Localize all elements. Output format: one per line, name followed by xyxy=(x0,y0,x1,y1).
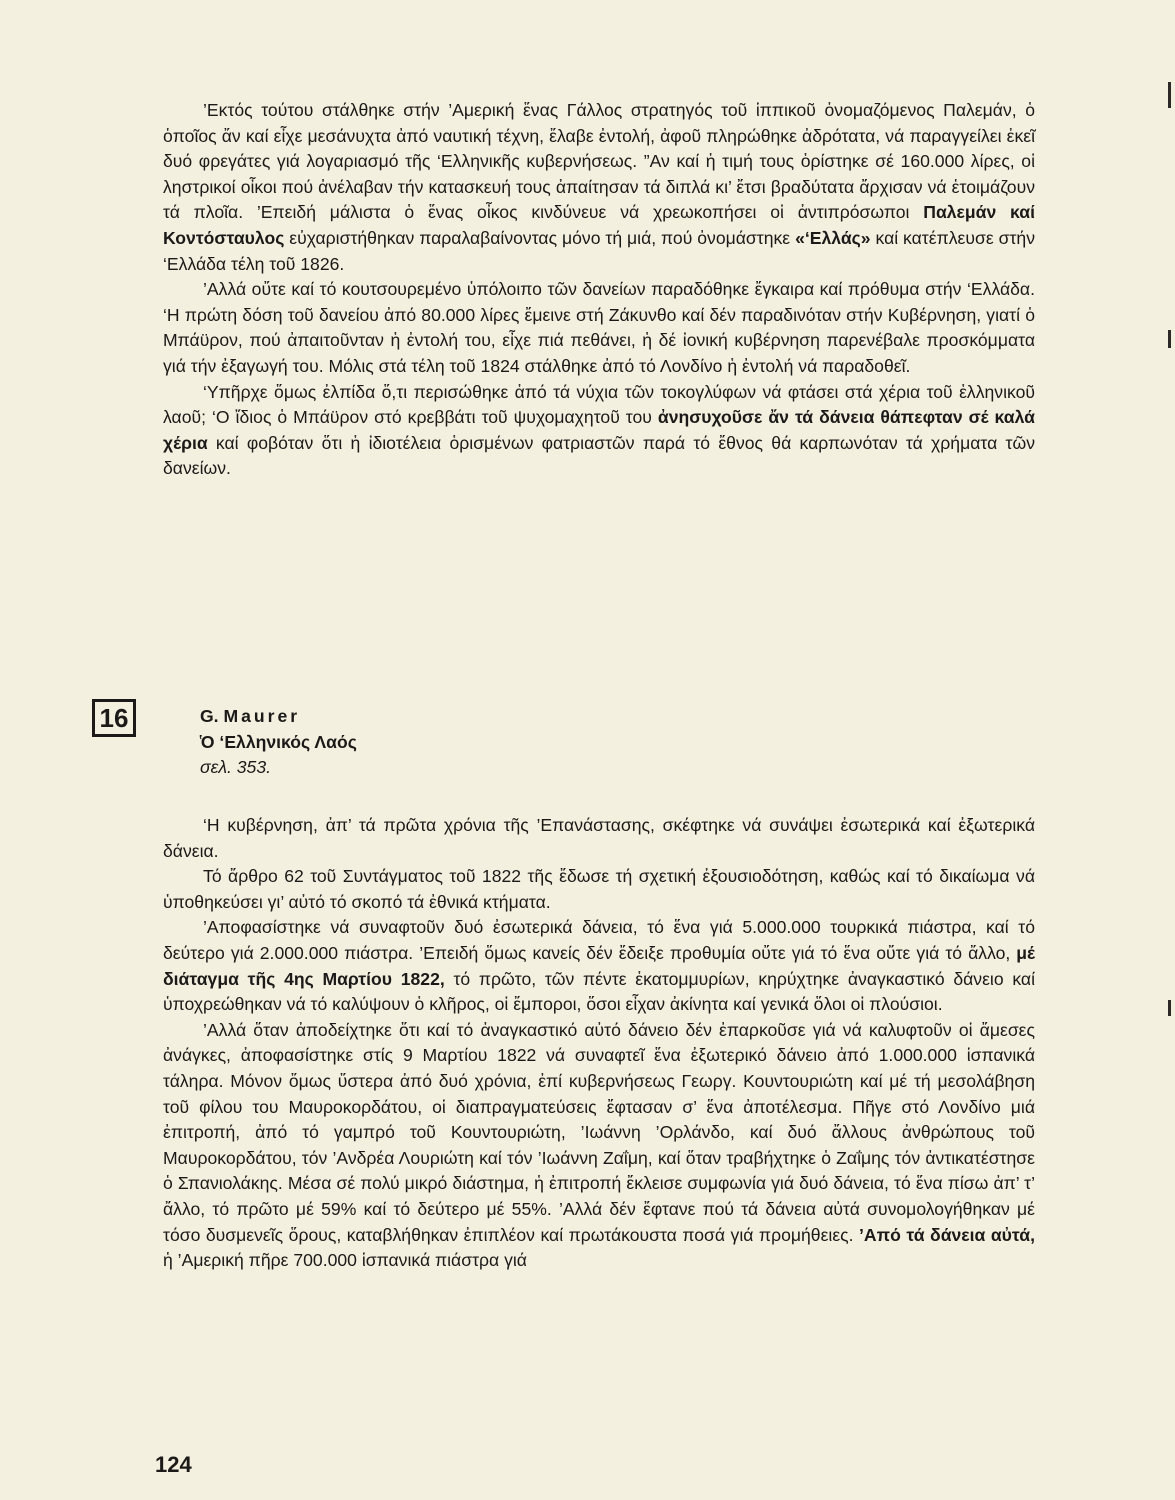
author-name: Maurer xyxy=(223,706,301,726)
text-run: εὐχαριστήθηκαν παραλαβαίνοντας μόνο τή μιά, πού ὀνομάστηκε xyxy=(284,227,796,248)
paragraph xyxy=(163,864,1035,915)
paragraph xyxy=(163,813,1035,864)
text-run: Τό ἄρθρο 62 τοῦ Συντάγματος τοῦ 1822 τῆς ἔδωσε τή σχετική ἐξουσιοδότηση, καθώς καί τό δικαίωμα νά ὑποθηκεύσει γι’ αὐτό τό σκοπό τά ἐθνικά κτήματα. xyxy=(163,866,1035,912)
source-number-box: 16 xyxy=(92,699,136,737)
text-run: καί φοβόταν ὅτι ἡ ἰδιοτέλεια ὁρισμένων φατριαστῶν παρά τό ἔθνος θά καρπωνόταν τά χρήματα τῶν δανείων. xyxy=(163,432,1035,479)
paragraph xyxy=(163,1018,1035,1274)
bold-text-run: ἀνησυχοῦσε ἄν τά δάνεια θάπεφταν σέ καλά χέρια xyxy=(163,407,1035,453)
scan-edge-mark xyxy=(1168,82,1171,108)
text-run: ’Αλλά οὔτε καί τό κουτσουρεμένο ὑπόλοιπο τῶν δανείων παραδόθηκε ἔγκαιρα καί πρόθυμα στήν ‘Ελλάδα. ‘Η πρώτη δόση τοῦ δανείου ἀπό 80.000 λίρες ἔμεινε στή Ζάκυνθο καί δέν παραδινόταν στήν Κυβέρνηση, γιατί ὁ Μπάϋρον, πού ἀπαιτοῦνταν ἡ ἐντολή του, εἶχε πιά πεθάνει, ἡ δέ ἰονική κυβέρνηση παρενέβαλε προσκόμματα γιά τήν ἐξαγωγή του. Μόλις στά τέλη τοῦ 1824 στάλθηκε ἀπό τό Λονδίνο ἡ ἐντολή νά παραδοθεῖ. xyxy=(163,279,1035,376)
scan-edge-mark xyxy=(1168,1000,1171,1016)
source-title: Ὁ ‘Ελληνικός Λαός xyxy=(200,731,357,752)
text-run: ’Αποφασίστηκε νά συναφτοῦν δυό ἐσωτερικά δάνεια, τό ἕνα γιά 5.000.000 τουρκικά πιάστρα, καί τό δεύτερο γιά 2.000.000 πιάστρα. ’Επειδή ὅμως κανείς δέν ἔδειξε προθυμία οὔτε γιά τό ἕνα οὔτε γιά τό ἄλλο, xyxy=(163,917,1035,963)
text-run: ἡ ’Αμερική πῆρε 700.000 ἱσπανικά πιάστρα γιά xyxy=(163,1250,527,1271)
bold-text-run: ’Από τά δάνεια αὐτά, xyxy=(859,1224,1035,1245)
text-block-lower xyxy=(163,813,1035,1274)
text-run: ’Αλλά ὅταν ἀποδείχτηκε ὅτι καί τό ἀναγκαστικό αὐτό δάνειο δέν ἐπαρκοῦσε γιά νά καλυφτοῦν οἱ ἄμεσες ἀνάγκες, ἀποφασίστηκε στίς 9 Μαρτίου 1822 νά συναφτεῖ ἕνα ἐξωτερικό δάνειο ἀπό 1.000.000 ἱσπανικά τάληρα. Μόνον ὅμως ὕστερα ἀπό δυό χρόνια, ἐπί κυβερνήσεως Γεωργ. Κουντουριώτη καί μέ τή μεσολάβηση τοῦ φίλου του Μαυροκορδάτου, οἱ διαπραγματεύσεις ἔφτασαν σ’ ἕνα ἀποτέλεσμα. Πῆγε στό Λονδίνο μιά ἐπιτροπή, ἀπό τό γαμπρό τοῦ Κουντουριώτη, ’Ιωάννη ’Ορλάνδο, καί δυό ἄλλους ἀνθρώπους τοῦ Μαυροκορδάτου, τόν ’Ανδρέα Λουριώτη καί τόν ’Ιωάννη Ζαΐμη, καί ὅταν τραβήχτηκε ὁ Ζαΐμης τόν ἀντικατέστησε ὁ Σπανιολάκης. Μέσα σέ πολύ μικρό διάστημα, ἡ ἐπιτροπή ἔκλεισε συμφωνία γιά δυό δάνεια, τό ἕνα πίσω ἀπ’ τ’ ἄλλο, τό πρῶτο μέ 59% καί τό δεύτερο μέ 55%. ’Αλλά δέν ἔφτανε πού τά δάνεια αὐτά συνομολογήθηκαν μέ τόσο δυσμενεῖς ὅρους, καταβλήθηκαν ἐπιπλέον καί πρωτάκουστα ποσά γιά προμήθειες. xyxy=(163,1019,1035,1245)
source-page: σελ. 353. xyxy=(200,757,272,778)
source-citation xyxy=(200,704,357,781)
text-run: τό πρῶτο, τῶν πέντε ἑκατομμυρίων, κηρύχτηκε ἀναγκαστικό δάνειο καί ὑποχρεώθηκαν νά τό καλύψουν ὁ κλῆρος, οἱ ἔμποροι, ὅσοι εἶχαν ἀκίνητα καί γενικά ὅλοι οἱ πλούσιοι. xyxy=(163,968,1035,1015)
author-initial: G. xyxy=(200,706,219,726)
text-run: ‘Η κυβέρνηση, ἀπ’ τά πρῶτα χρόνια τῆς ’Επανάστασης, σκέφτηκε νά συνάψει ἐσωτερικά καί ἐξωτερικά δάνεια. xyxy=(163,815,1035,861)
bold-text-run: «‘Ελλάς» xyxy=(795,227,871,248)
text-run: ‘Υπῆρχε ὅμως ἐλπίδα ὅ,τι περισώθηκε ἀπό τά νύχια τῶν τοκογλύφων νά φτάσει στά χέρια τοῦ ἑλληνικοῦ λαοῦ; ‘Ο ἴδιος ὁ Μπάϋρον στό κρεββάτι τοῦ ψυχομαχητοῦ του xyxy=(163,381,1035,428)
paragraph xyxy=(163,380,1035,482)
paragraph xyxy=(163,277,1035,379)
page-number: 124 xyxy=(155,1452,192,1477)
text-run: ’Εκτός τούτου στάλθηκε στήν ’Αμερική ἕνας Γάλλος στρατηγός τοῦ ἱππικοῦ ὀνομαζόμενος Παλεμάν, ὁ ὁποῖος ἄν καί εἶχε μεσάνυχτα ἀπό ναυτική τέχνη, ἔλαβε ἐντολή, ἀφοῦ πληρώθηκε ἀδρότατα, νά παραγγείλει ἐκεῖ δυό φρεγάτες γιά λογαριασμό τῆς ‘Ελληνικῆς κυβερνήσεως. ”Αν καί ἡ τιμή τους ὁρίστηκε σέ 160.000 λίρες, οἱ ληστρικοί οἶκοι πού ἀνέλαβαν τήν κατασκευή τους ἀπαίτησαν τά διπλά κι’ ἔτσι βραδύτατα ἄρχισαν νά ἑτοιμάζουν τά πλοῖα. ’Επειδή μάλιστα ὁ ἕνας οἶκος κινδύνευε νά χρεωκοπήσει οἱ ἀντιπρόσωποι xyxy=(163,100,1035,223)
text-run: καί κατέπλευσε στήν ‘Ελλάδα τέλη τοῦ 1826. xyxy=(163,227,1035,274)
paragraph xyxy=(163,98,1035,277)
scan-edge-mark xyxy=(1168,330,1171,348)
bold-text-run: μέ διάταγμα τῆς 4ης Μαρτίου 1822, xyxy=(163,942,1035,989)
text-block-upper xyxy=(163,98,1035,482)
bold-text-run: Παλεμάν καί Κοντόσταυλος xyxy=(163,202,1035,248)
paragraph xyxy=(163,915,1035,1017)
source-author xyxy=(200,704,357,730)
